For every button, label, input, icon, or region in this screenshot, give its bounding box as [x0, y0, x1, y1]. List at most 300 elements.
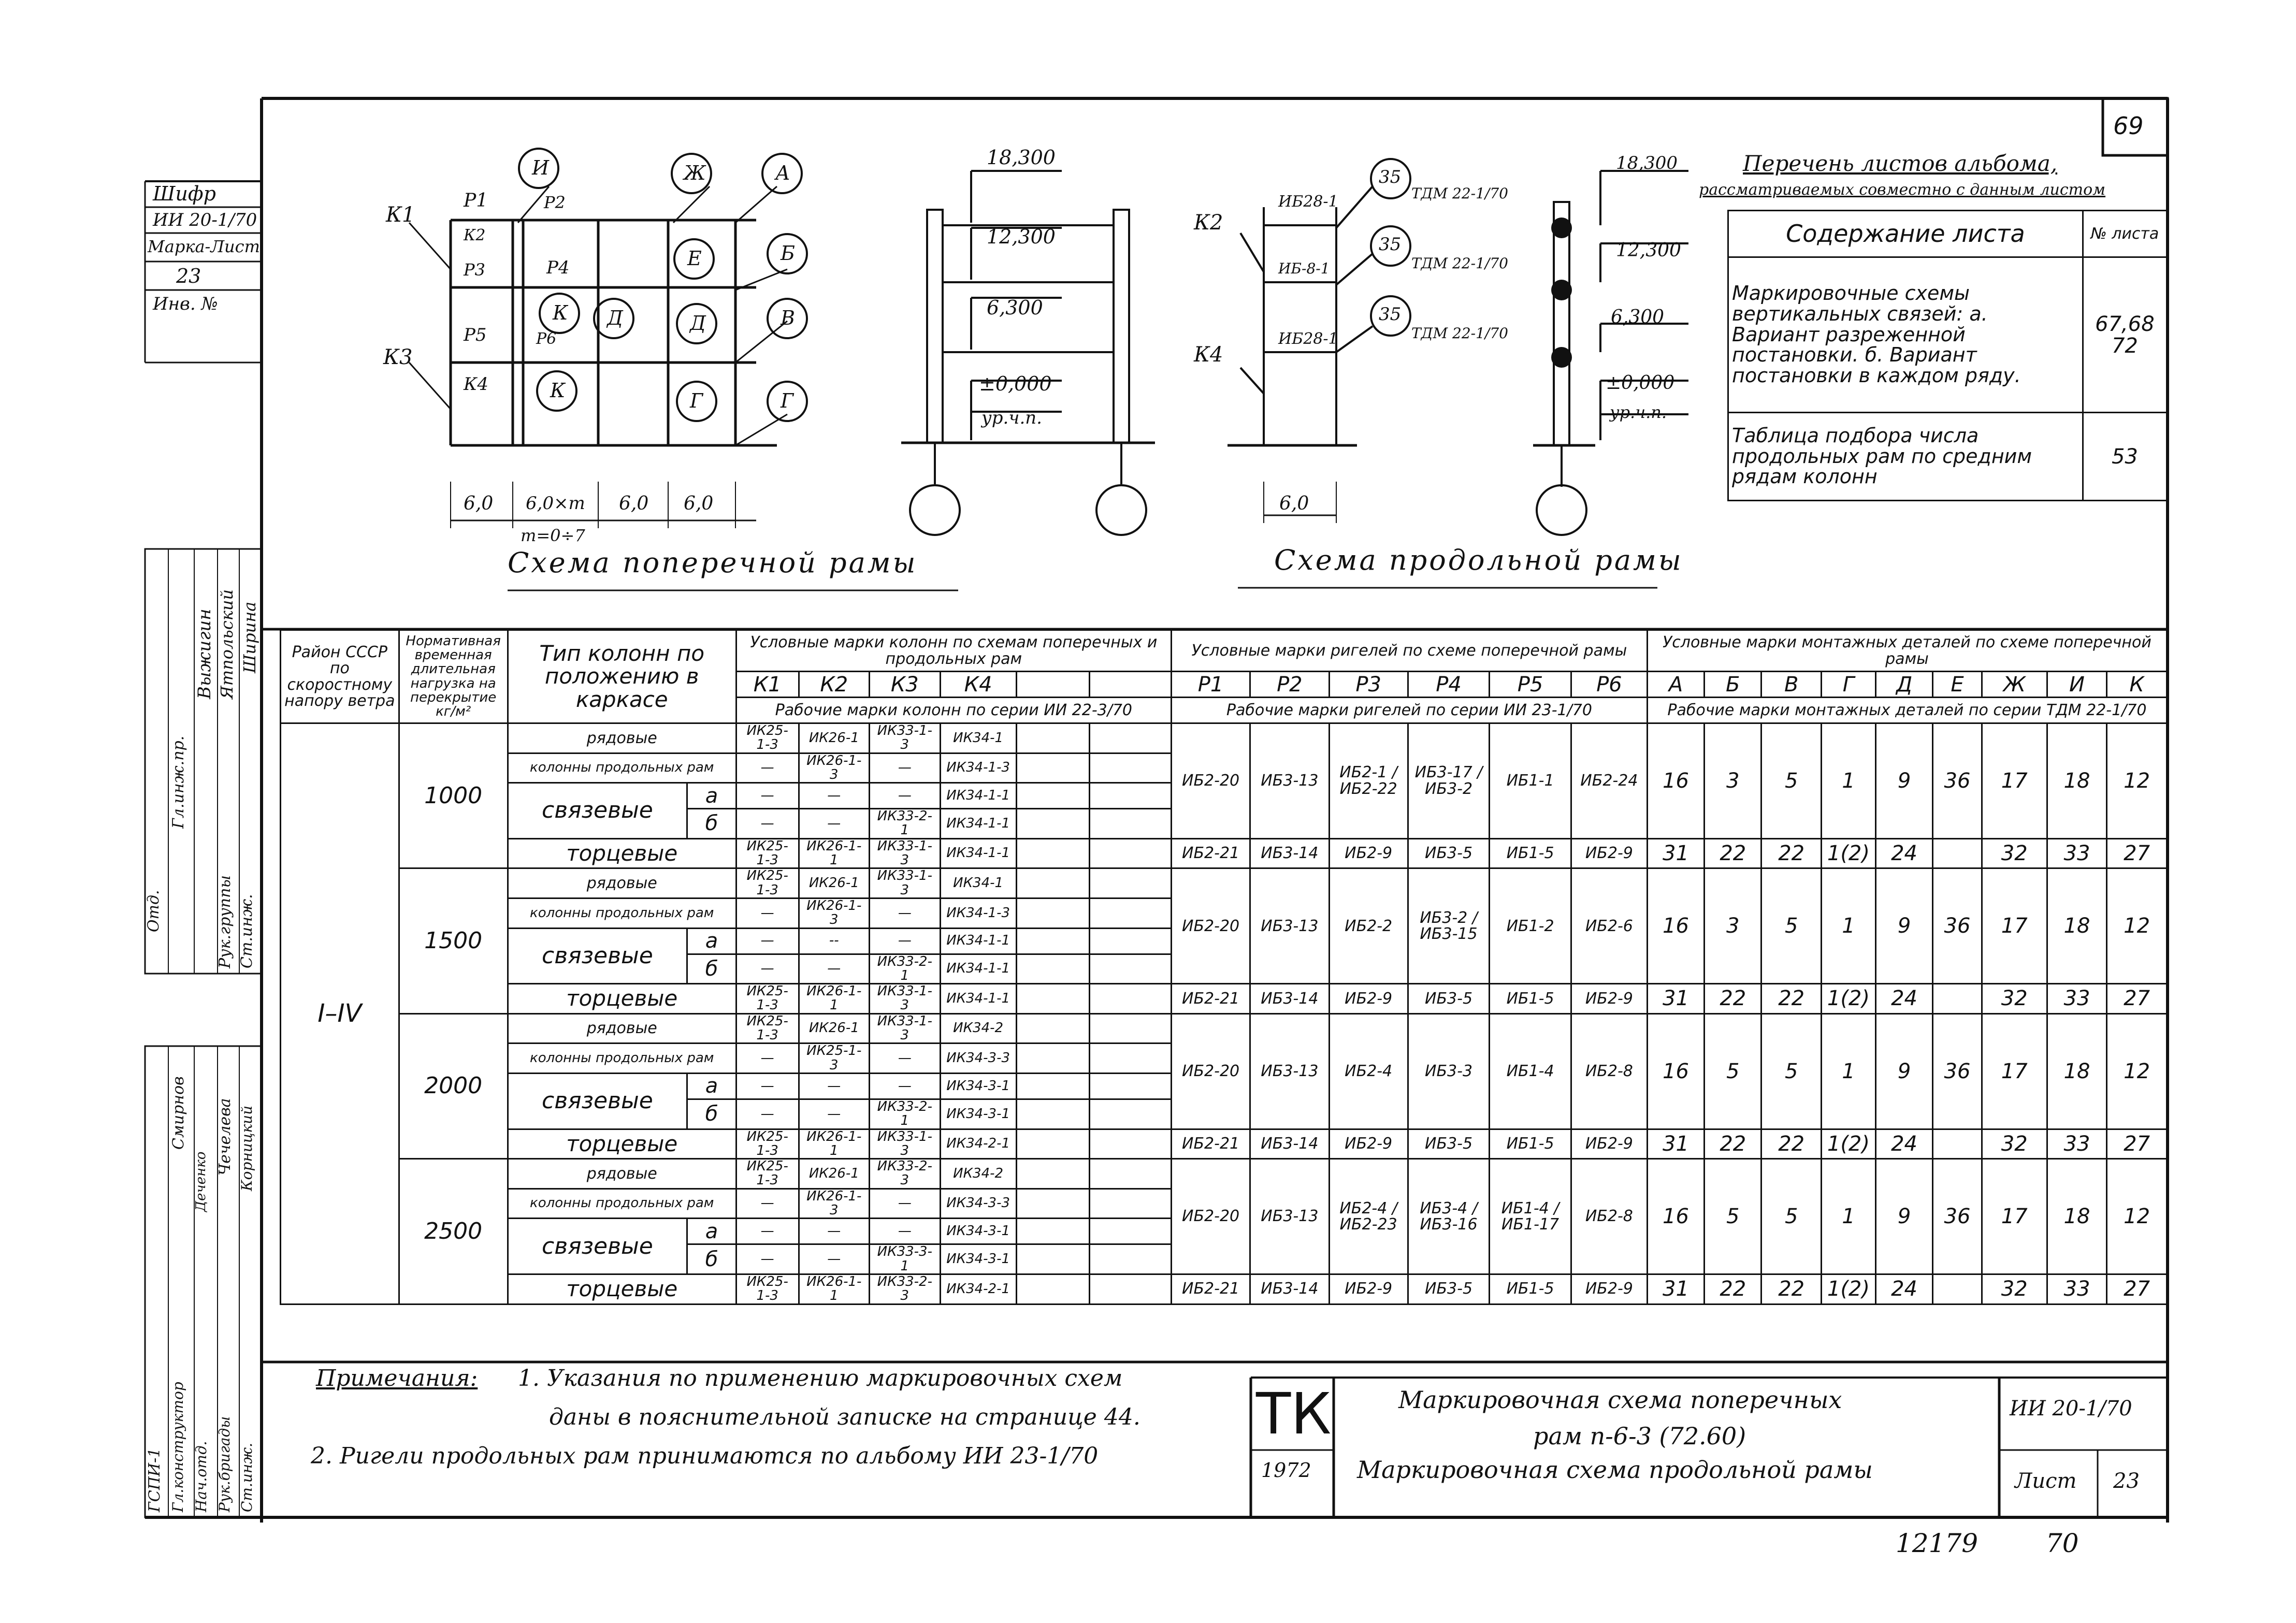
det-end-cell: 32: [1982, 1274, 2047, 1304]
col-cell: ИК34-1-1: [940, 928, 1016, 954]
col-cell: —: [736, 1073, 799, 1099]
det-end-cell: 31: [1647, 984, 1704, 1014]
beam-end-cell: ИБ2-21: [1171, 838, 1250, 868]
det-cell: 9: [1875, 723, 1932, 839]
beam-cell: ИБ2-24: [1571, 723, 1647, 839]
col-empty: [1090, 1159, 1172, 1189]
table-row: [281, 723, 2167, 753]
col-empty: [1090, 809, 1172, 839]
beam-end-cell: ИБ2-9: [1329, 1274, 1408, 1304]
det-end-cell: 31: [1647, 1274, 1704, 1304]
sheet-list-col-content: Содержание листа: [1728, 211, 2083, 257]
footer-inv: 12179: [1896, 1528, 1979, 1558]
col-empty: [1016, 1013, 1090, 1044]
beam-cell: ИБ2-1 / ИБ2-22: [1329, 723, 1408, 839]
col-empty: [1090, 1189, 1172, 1219]
stamp-code: ИИ 20-1/70: [2010, 1397, 2132, 1421]
circle-g1: Г: [690, 389, 703, 412]
col-cell: ИК26-1-1: [799, 1129, 870, 1159]
beam-end-cell: ИБ3-14: [1250, 1129, 1329, 1159]
det-end-cell: 32: [1982, 1129, 2047, 1159]
beam-mark-3: Р3: [1329, 672, 1408, 698]
col-cell: ИК26-1: [799, 723, 870, 753]
col-cell: —: [799, 783, 870, 809]
circle-e: Е: [687, 247, 702, 270]
beam-cell: ИБ2-4: [1329, 1013, 1408, 1129]
circle-g2: Г: [781, 389, 794, 412]
type-tie: связевые: [508, 928, 687, 984]
staff-3: Ширина: [240, 601, 259, 673]
long-ground: ур.ч.п.: [1610, 402, 1667, 422]
col-cell: ИК33-2-3: [870, 1274, 941, 1304]
col-cell: ИК34-3-1: [940, 1099, 1016, 1129]
det-cell: 16: [1647, 1159, 1704, 1274]
col-cell: —: [736, 783, 799, 809]
col-cell: ИК34-3-1: [940, 1073, 1016, 1099]
col-empty: [1016, 809, 1090, 839]
col-cell: ИК26-1: [799, 868, 870, 899]
label-k2-long: К2: [1194, 211, 1223, 235]
col-cell: —: [870, 1189, 941, 1219]
col-cell: ИК25-1-3: [799, 1044, 870, 1074]
det-end-cell: 33: [2047, 838, 2107, 868]
beam-cell: ИБ1-4 / ИБ1-17: [1490, 1159, 1571, 1274]
stamp-list-label: Лист: [2015, 1469, 2077, 1493]
cross-frame-title: Схема поперечной рамы: [508, 546, 918, 579]
note-1b: даны в пояснительной записке на странице 44.: [549, 1404, 1140, 1430]
beam-cell: ИБ3-3: [1408, 1013, 1490, 1129]
det-cell: 17: [1982, 1159, 2047, 1274]
col-empty: [1016, 954, 1090, 984]
det-cell: 18: [2047, 868, 2107, 984]
det-cell: 17: [1982, 723, 2047, 839]
type-end: торцевые: [508, 1274, 736, 1304]
col-cell: ИК26-1-3: [799, 1189, 870, 1219]
col-empty: [1090, 753, 1172, 783]
det-cell: 1: [1821, 723, 1875, 839]
beam-cell: ИБ2-20: [1171, 1159, 1250, 1274]
beam-cell: ИБ2-6: [1571, 868, 1647, 984]
col-cell: ИК26-1-1: [799, 1274, 870, 1304]
col-cell: ИК34-1-1: [940, 838, 1016, 868]
table-row: [281, 984, 2167, 1014]
type-b: б: [687, 954, 737, 984]
marka-value: 23: [176, 265, 201, 287]
det-mark-9: К: [2107, 672, 2167, 698]
beam-end-cell: ИБ3-5: [1408, 1274, 1490, 1304]
col-cell: ИК26-1: [799, 1159, 870, 1189]
type-row: рядовые: [508, 1013, 736, 1044]
table-row: [281, 1159, 2167, 1189]
circle-k2: К: [550, 379, 566, 402]
staff-1: Выжигин: [194, 608, 215, 699]
beam-end-cell: ИБ3-14: [1250, 838, 1329, 868]
beam-mark-5: Р5: [1490, 672, 1571, 698]
col-cell: ИК34-1-3: [940, 753, 1016, 783]
col-empty: [1016, 1219, 1090, 1244]
det-end-cell: 27: [2107, 984, 2167, 1014]
h-cols: Условные марки колонн по схемам поперечных и продольных рам: [736, 630, 1171, 672]
type-frame: колонны продольных рам: [508, 753, 736, 783]
det-end-cell: 1(2): [1821, 838, 1875, 868]
col-cell: —: [870, 783, 941, 809]
role-4: Ст.инж.: [238, 894, 256, 968]
col-cell: —: [736, 928, 799, 954]
beam-2: ИБ-8-1: [1278, 260, 1330, 277]
ground-level: ур.ч.п.: [981, 408, 1042, 428]
det-end-cell: 32: [1982, 984, 2047, 1014]
type-b: б: [687, 1099, 737, 1129]
label-p5: Р5: [464, 325, 487, 345]
col-cell: —: [870, 1073, 941, 1099]
span-2: 6,0×m: [526, 493, 585, 514]
det-end-cell: 31: [1647, 838, 1704, 868]
det-end-cell: 27: [2107, 838, 2167, 868]
circle-35-c: 35: [1379, 304, 1402, 325]
long-level-4: ±0,000: [1606, 372, 1675, 394]
det-cell: 5: [1705, 1013, 1761, 1129]
type-tie: связевые: [508, 1219, 687, 1274]
det-cell: 1: [1821, 1159, 1875, 1274]
det-end-cell: [1933, 838, 1982, 868]
circle-35-b: 35: [1379, 234, 1402, 255]
col-empty: [1016, 1073, 1090, 1099]
det-end-cell: 22: [1761, 838, 1822, 868]
label-k3: К3: [383, 345, 413, 369]
col-empty: [1090, 1274, 1172, 1304]
sheet-list-row-1: Маркировочные схемы вертикальных связей: а. Вариант разреженной постановки. б. Вариант постановки в каждом ряду.: [1728, 257, 2083, 413]
col-empty: [1016, 783, 1090, 809]
det-cell: 17: [1982, 868, 2047, 984]
det-end-cell: 24: [1875, 1129, 1932, 1159]
col-cell: —: [736, 1244, 799, 1274]
det-end-cell: 22: [1705, 1274, 1761, 1304]
det-end-cell: 22: [1705, 838, 1761, 868]
col-cell: ИК33-2-3: [870, 1159, 941, 1189]
col-cell: ИК34-2-1: [940, 1129, 1016, 1159]
label-p2: Р2: [544, 193, 566, 212]
span-1: 6,0: [464, 493, 494, 514]
beam-1: ИБ28-1: [1278, 193, 1338, 211]
staff-b3: Чечелева: [216, 1098, 234, 1176]
table-row: [281, 838, 2167, 868]
col-empty: [1090, 868, 1172, 899]
staff-b2: Деченко: [193, 1151, 209, 1212]
col-empty: [1090, 898, 1172, 928]
staff-block-top: [145, 549, 262, 974]
col-empty: [1016, 1159, 1090, 1189]
det-mark-1: А: [1647, 672, 1704, 698]
det-cell: 36: [1933, 1159, 1982, 1274]
det-end-cell: 24: [1875, 984, 1932, 1014]
col-cell: ИК26-1-1: [799, 838, 870, 868]
col-cell: —: [736, 753, 799, 783]
label-k1: К1: [386, 203, 415, 227]
beam-cell: ИБ3-13: [1250, 1159, 1329, 1274]
staff-block-bottom: [145, 1046, 262, 1517]
beam-cell: ИБ3-13: [1250, 723, 1329, 839]
beam-end-cell: ИБ2-9: [1329, 838, 1408, 868]
type-a: а: [687, 1219, 737, 1244]
marking-table: [280, 629, 2168, 1305]
sheet-list-heading1: Перечень листов альбома,: [1743, 151, 2058, 176]
col-cell: ИК33-3-1: [870, 1244, 941, 1274]
col-empty: [1016, 1189, 1090, 1219]
det-cell: 9: [1875, 1159, 1932, 1274]
long-span: 6,0: [1279, 493, 1309, 514]
detail-1: ТДМ 22-1/70: [1411, 185, 1508, 202]
role-b3: Рук.бригады: [216, 1416, 233, 1512]
beam-mark-6: Р6: [1571, 672, 1647, 698]
col-cell: —: [799, 1073, 870, 1099]
det-end-cell: 1(2): [1821, 984, 1875, 1014]
det-cell: 5: [1761, 1159, 1822, 1274]
sheet-list-row-1-num: 67,68 72: [2083, 257, 2167, 413]
region-value: I–IV: [281, 723, 399, 1305]
col-cell: ИК25-1-3: [736, 1274, 799, 1304]
h-load: Нормативная временная длительная нагрузка на перекрытие кг/м²: [399, 630, 508, 723]
col-empty: [1090, 838, 1172, 868]
stamp-list-value: 23: [2113, 1469, 2140, 1493]
beam-end-cell: ИБ3-14: [1250, 984, 1329, 1014]
col-cell: —: [736, 1219, 799, 1244]
beam-cell: ИБ2-20: [1171, 1013, 1250, 1129]
beam-3: ИБ28-1: [1278, 330, 1338, 348]
col-cell: ИК33-1-3: [870, 868, 941, 899]
type-tie: связевые: [508, 1073, 687, 1129]
col-mark-empty: [1016, 672, 1090, 698]
det-cell: 17: [1982, 1013, 2047, 1129]
beam-end-cell: ИБ1-5: [1490, 984, 1571, 1014]
type-row: рядовые: [508, 1159, 736, 1189]
long-level-1: 18,300: [1616, 153, 1678, 173]
col-cell: ИК34-1: [940, 868, 1016, 899]
type-a: а: [687, 783, 737, 809]
col-empty: [1090, 1073, 1172, 1099]
det-cell: 1: [1821, 868, 1875, 984]
col-cell: —: [799, 809, 870, 839]
det-end-cell: [1933, 1274, 1982, 1304]
det-end-cell: 1(2): [1821, 1274, 1875, 1304]
circle-k: К: [553, 301, 568, 324]
col-empty: [1090, 1044, 1172, 1074]
detail-2: ТДМ 22-1/70: [1411, 255, 1508, 272]
beam-end-cell: ИБ3-14: [1250, 1274, 1329, 1304]
det-cell: 12: [2107, 723, 2167, 839]
h-beams: Условные марки ригелей по схеме поперечной рамы: [1171, 630, 1647, 672]
beam-cell: ИБ2-20: [1171, 868, 1250, 984]
col-cell: ИК34-3-1: [940, 1244, 1016, 1274]
circle-b: Б: [781, 242, 795, 265]
det-cell: 18: [2047, 1159, 2107, 1274]
det-end-cell: 22: [1761, 984, 1822, 1014]
det-cell: 3: [1705, 868, 1761, 984]
col-empty: [1016, 1044, 1090, 1074]
det-end-cell: 24: [1875, 838, 1932, 868]
col-cell: ИК33-1-3: [870, 1129, 941, 1159]
beam-cell: ИБ1-4: [1490, 1013, 1571, 1129]
circle-zh: Ж: [684, 162, 706, 184]
det-end-cell: 27: [2107, 1274, 2167, 1304]
col-mark-1: К1: [736, 672, 799, 698]
beam-end-cell: ИБ2-9: [1329, 984, 1408, 1014]
col-cell: ИК34-1-1: [940, 809, 1016, 839]
col-cell: —: [736, 1044, 799, 1074]
circle-i: И: [532, 156, 550, 179]
beam-mark-4: Р4: [1408, 672, 1490, 698]
col-mark-empty: [1090, 672, 1172, 698]
col-empty: [1090, 783, 1172, 809]
table-row: [281, 1129, 2167, 1159]
stamp-tk: ТК: [1256, 1381, 1332, 1447]
level-12300: 12,300: [987, 225, 1056, 248]
col-cell: —: [870, 898, 941, 928]
det-cell: 3: [1705, 723, 1761, 839]
role-b2: Нач.отд.: [193, 1441, 210, 1512]
col-empty: [1090, 954, 1172, 984]
col-empty: [1090, 984, 1172, 1014]
col-cell: —: [736, 898, 799, 928]
label-p6: Р6: [536, 330, 557, 348]
beam-cell: ИБ2-8: [1571, 1159, 1647, 1274]
type-end: торцевые: [508, 1129, 736, 1159]
long-level-3: 6,300: [1611, 307, 1665, 328]
det-cell: 12: [2107, 868, 2167, 984]
beam-cell: ИБ3-2 / ИБ3-15: [1408, 868, 1490, 984]
col-empty: [1090, 1129, 1172, 1159]
label-k2: К2: [464, 226, 486, 244]
col-empty: [1016, 1129, 1090, 1159]
role-3: Рук.группы: [216, 875, 234, 968]
role-1: Отд.: [145, 890, 163, 932]
role-b4: Ст.инж.: [238, 1442, 255, 1512]
col-cell: ИК34-2-1: [940, 1274, 1016, 1304]
stamp-year: 1972: [1261, 1459, 1311, 1482]
circle-v: В: [781, 307, 795, 329]
sheet-list-heading2: рассматриваемых совместно с данным листом: [1699, 181, 2106, 199]
col-cell: ИК33-1-3: [870, 723, 941, 753]
col-empty: [1016, 1099, 1090, 1129]
col-empty: [1016, 723, 1090, 753]
col-cell: —: [870, 1219, 941, 1244]
stamp-title-3: Маркировочная схема продольной рамы: [1357, 1456, 1873, 1484]
col-empty: [1016, 868, 1090, 899]
col-cell: —: [799, 1244, 870, 1274]
col-cell: —: [799, 1219, 870, 1244]
col-cell: ИК34-2: [940, 1013, 1016, 1044]
col-cell: —: [799, 1099, 870, 1129]
det-cell: 9: [1875, 868, 1932, 984]
label-k4-long: К4: [1194, 343, 1223, 367]
col-empty: [1090, 1013, 1172, 1044]
col-cell: —: [736, 1189, 799, 1219]
det-cell: 5: [1761, 1013, 1822, 1129]
col-cell: —: [870, 928, 941, 954]
h-det: Условные марки монтажных деталей по схеме поперечной рамы: [1647, 630, 2167, 672]
det-cell: 5: [1705, 1159, 1761, 1274]
long-frame-title: Схема продольной рамы: [1274, 544, 1683, 576]
beam-cell: ИБ1-2: [1490, 868, 1571, 984]
col-cell: ИК34-3-3: [940, 1189, 1016, 1219]
det-end-cell: 22: [1705, 1129, 1761, 1159]
beam-cell: ИБ1-1: [1490, 723, 1571, 839]
col-cell: ИК34-1-3: [940, 898, 1016, 928]
col-empty: [1016, 1274, 1090, 1304]
beam-end-cell: ИБ2-9: [1329, 1129, 1408, 1159]
shifr-label: Шифр: [153, 182, 216, 205]
beam-cell: ИБ2-20: [1171, 723, 1250, 839]
det-end-cell: 22: [1761, 1129, 1822, 1159]
sheet-number: 69: [2113, 112, 2144, 140]
type-b: б: [687, 809, 737, 839]
col-cell: —: [736, 809, 799, 839]
beam-cell: ИБ3-4 / ИБ3-16: [1408, 1159, 1490, 1274]
note-1a: 1. Указания по применению маркировочных схем: [518, 1365, 1123, 1392]
h-type: Тип колонн по положению в каркасе: [508, 630, 736, 723]
det-end-cell: 1(2): [1821, 1129, 1875, 1159]
col-cell: ИК33-1-3: [870, 984, 941, 1014]
col-empty: [1090, 1244, 1172, 1274]
beam-end-cell: ИБ1-5: [1490, 1129, 1571, 1159]
notes-title: Примечания:: [316, 1365, 478, 1392]
col-cell: —: [870, 753, 941, 783]
beam-mark-1: Р1: [1171, 672, 1250, 698]
col-cell: ИК33-2-1: [870, 1099, 941, 1129]
beam-end-cell: ИБ3-5: [1408, 984, 1490, 1014]
load-value: 1000: [399, 723, 508, 868]
col-cell: ИК34-3-3: [940, 1044, 1016, 1074]
col-cell: ИК26-1-1: [799, 984, 870, 1014]
beam-cell: ИБ2-8: [1571, 1013, 1647, 1129]
det-cell: 36: [1933, 723, 1982, 839]
staff-b4: Корницкий: [238, 1105, 255, 1191]
det-cell: 16: [1647, 868, 1704, 984]
col-cell: ИК25-1-3: [736, 868, 799, 899]
det-cell: 5: [1761, 868, 1822, 984]
col-cell: ИК25-1-3: [736, 1129, 799, 1159]
det-mark-4: Г: [1821, 672, 1875, 698]
det-end-cell: 33: [2047, 1129, 2107, 1159]
col-empty: [1016, 898, 1090, 928]
col-cell: ИК25-1-3: [736, 1159, 799, 1189]
col-empty: [1016, 1244, 1090, 1274]
staff-b1: Смирнов: [169, 1076, 187, 1150]
type-a: а: [687, 928, 737, 954]
beam-end-cell: ИБ2-21: [1171, 984, 1250, 1014]
beam-cell: ИБ2-2: [1329, 868, 1408, 984]
det-cell: 12: [2107, 1159, 2167, 1274]
staff-2: Ятпольский: [217, 589, 237, 699]
det-end-cell: 22: [1705, 984, 1761, 1014]
beam-end-cell: ИБ2-9: [1571, 838, 1647, 868]
det-end-cell: 31: [1647, 1129, 1704, 1159]
det-cell: 18: [2047, 1013, 2107, 1129]
det-end-cell: 33: [2047, 1274, 2107, 1304]
det-mark-2: Б: [1705, 672, 1761, 698]
table-row: [281, 868, 2167, 899]
h-cols-sub: Рабочие марки колонн по серии ИИ 22-3/70: [736, 698, 1171, 723]
det-mark-7: Ж: [1982, 672, 2047, 698]
h-det-sub: Рабочие марки монтажных деталей по серии ТДМ 22-1/70: [1647, 698, 2167, 723]
note-2: 2. Ригели продольных рам принимаются по альбому ИИ 23-1/70: [311, 1443, 1099, 1469]
col-cell: ИК25-1-3: [736, 723, 799, 753]
det-mark-6: Е: [1933, 672, 1982, 698]
col-mark-3: К3: [870, 672, 941, 698]
beam-end-cell: ИБ1-5: [1490, 838, 1571, 868]
det-cell: 12: [2107, 1013, 2167, 1129]
col-cell: --: [799, 928, 870, 954]
beam-end-cell: ИБ1-5: [1490, 1274, 1571, 1304]
